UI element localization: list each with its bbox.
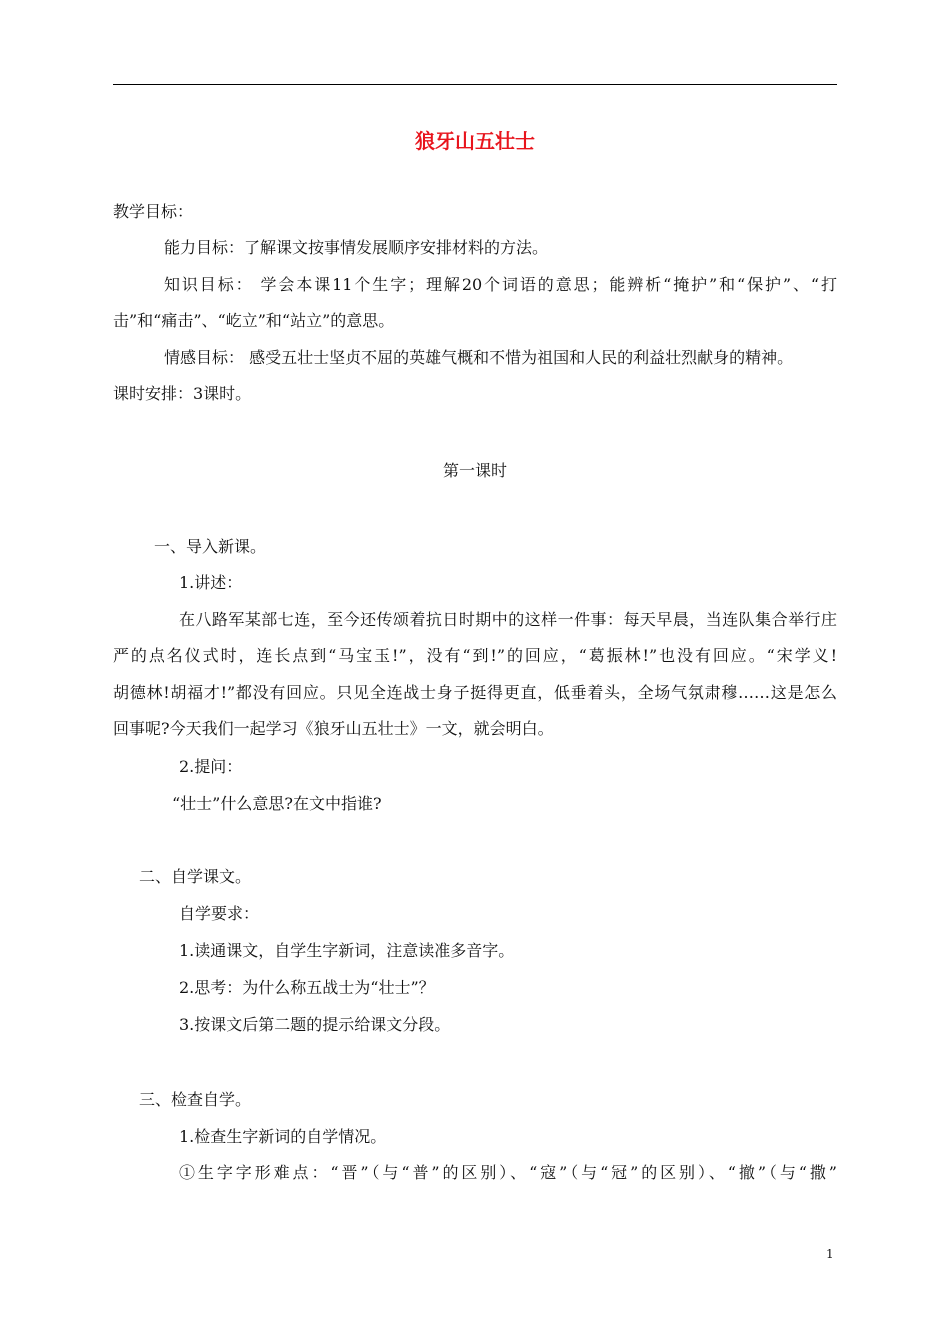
story-line4: 回事呢?今天我们一起学习《狼牙山五壮士》一文，就会明白。 [113, 719, 554, 738]
section3-heading: 三、检查自学。 [139, 1090, 252, 1109]
class-schedule: 课时安排：3课时。 [113, 384, 252, 403]
header-rule [113, 84, 837, 85]
knowledge-objective-line1: 知识目标： 学会本课11个生字；理解20个词语的意思；能辨析“掩护”和“保护”、“打 [164, 275, 837, 294]
section1-item1: 1.讲述： [179, 573, 243, 592]
document-title: 狼牙山五壮士 [415, 129, 535, 153]
story-line3: 胡德林!胡福才!”都没有回应。只见全连战士身子挺得更直，低垂着头，全场气氛肃穆……这是怎么 [113, 683, 837, 702]
story-line2: 严的点名仪式时，连长点到“马宝玉!”，没有“到!”的回应，“葛振林!”也没有回应。“宋学义! [113, 646, 837, 665]
lesson-title: 第一课时 [442, 461, 507, 480]
requirement-3: 3.按课文后第二题的提示给课文分段。 [179, 1015, 451, 1034]
emotion-objective: 情感目标： 感受五壮士坚贞不屈的英雄气概和不惜为祖国和人民的利益壮烈献身的精神。 [164, 348, 794, 367]
requirement-1: 1.读通课文，自学生字新词，注意读准多音字。 [179, 941, 515, 960]
section1-question: “壮士”什么意思?在文中指谁? [172, 794, 382, 813]
section1-heading: 一、导入新课。 [154, 537, 267, 556]
story-line1: 在八路军某部七连，至今还传颂着抗日时期中的这样一件事：每天早晨，当连队集合举行庄 [179, 610, 837, 629]
knowledge-objective-line2: 击”和“痛击”、“屹立”和“站立”的意思。 [113, 311, 395, 330]
self-study-requirements: 自学要求： [179, 904, 260, 923]
page-number: 1 [826, 1247, 834, 1261]
section1-item2: 2.提问： [179, 757, 243, 776]
ability-objective: 能力目标：了解课文按事情发展顺序安排材料的方法。 [164, 238, 549, 257]
objectives-heading: 教学目标： [113, 202, 194, 221]
character-note: ①生字字形难点：“晋”（与“普”的区别）、“寇”（与“冠”的区别）、“撤”（与“撒” [179, 1163, 837, 1182]
requirement-2: 2.思考：为什么称五战士为“壮士”？ [179, 978, 435, 997]
section3-item1: 1.检查生字新词的自学情况。 [179, 1127, 387, 1146]
section2-heading: 二、自学课文。 [139, 867, 252, 886]
